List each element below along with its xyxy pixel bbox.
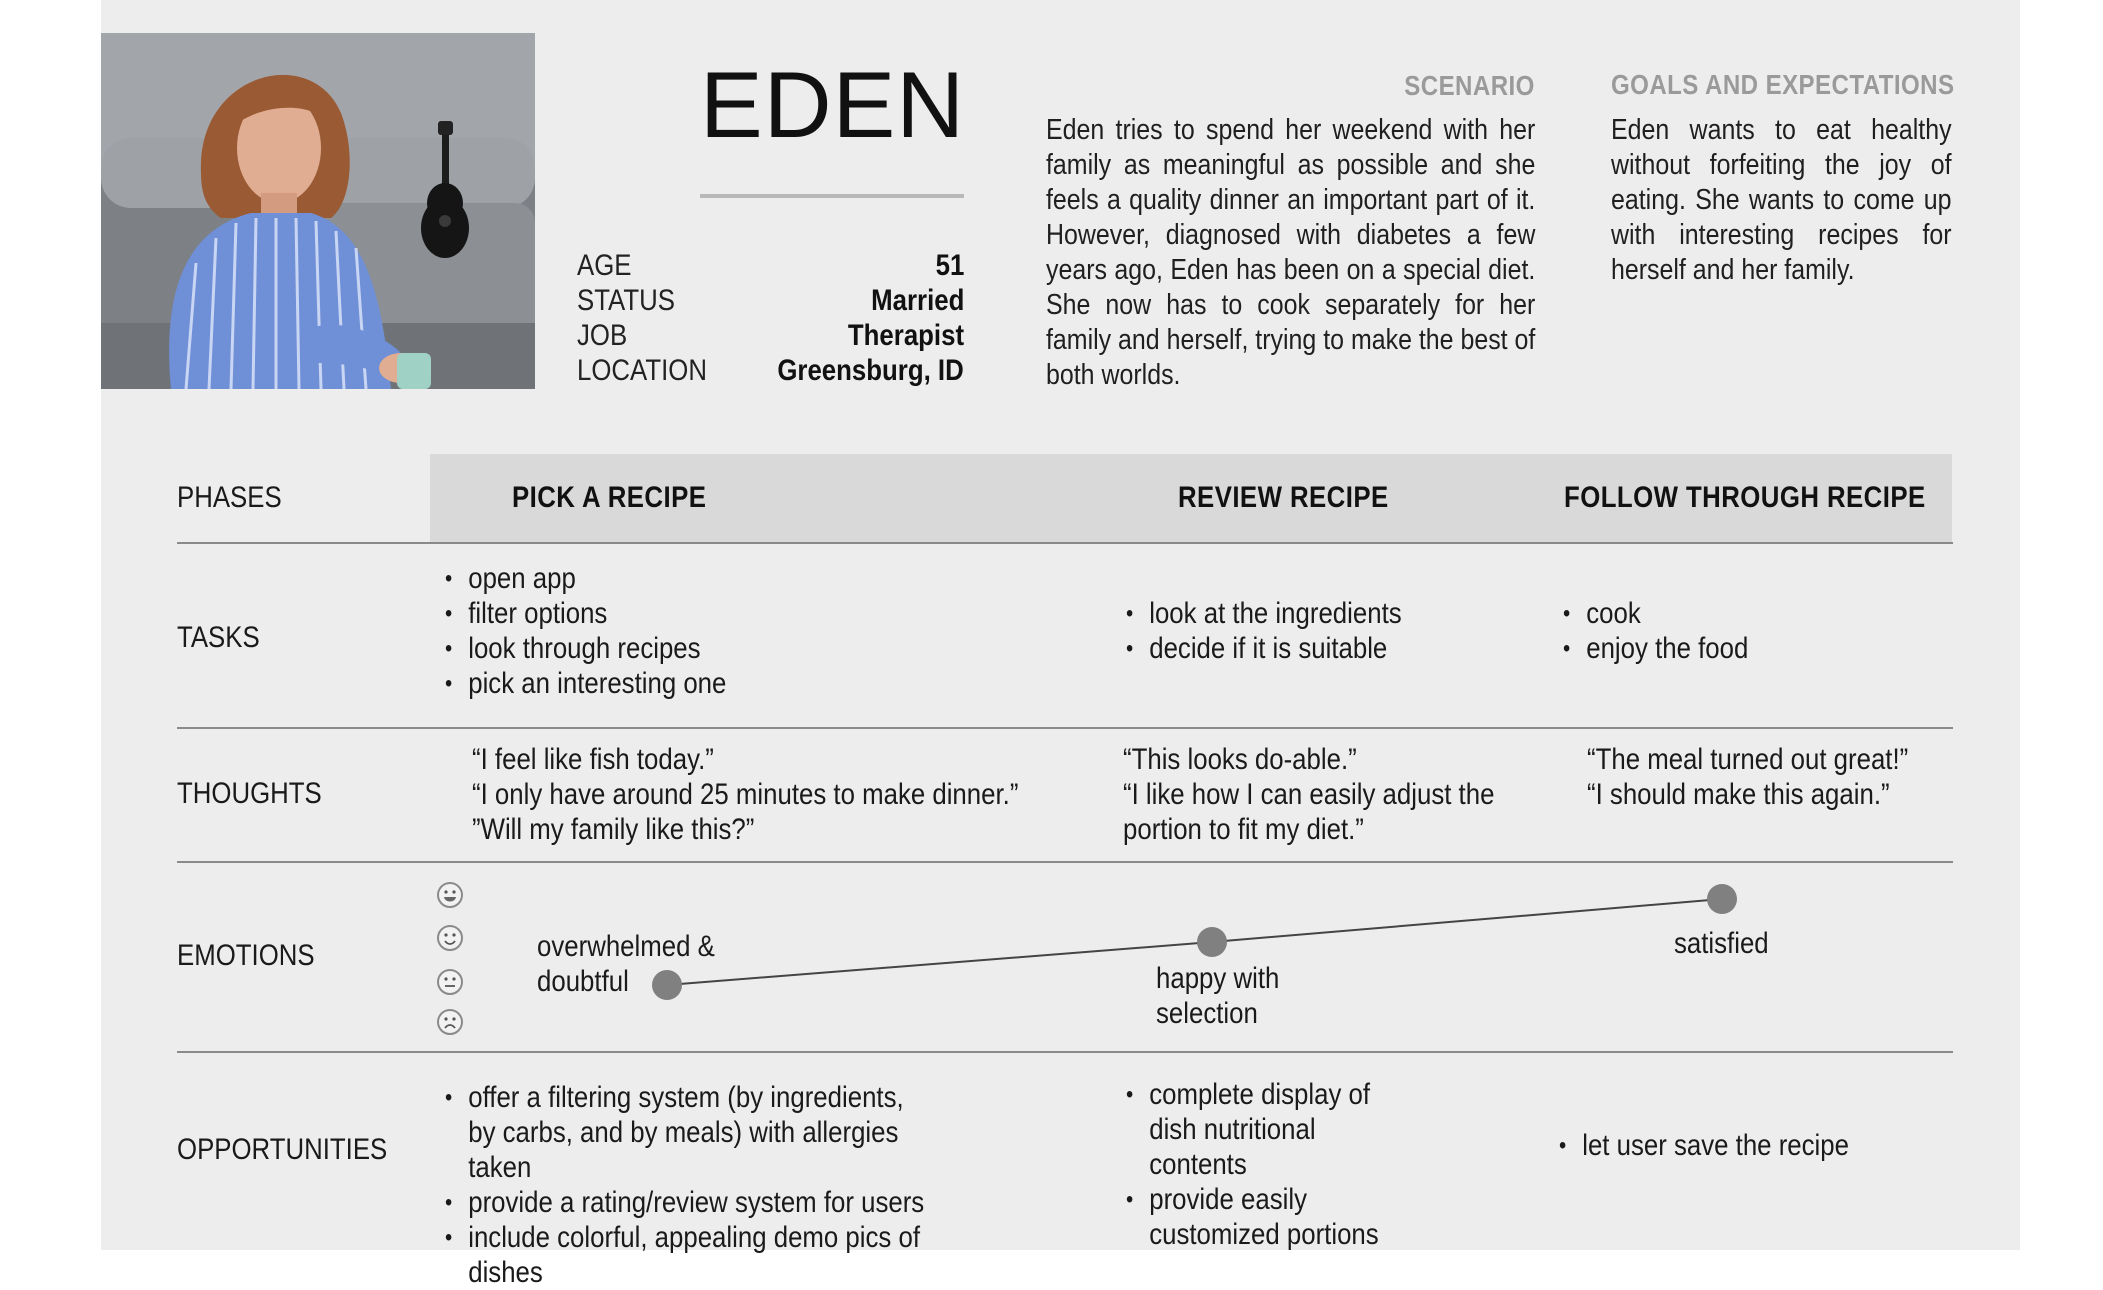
thought-line: ”Will my family like this?” — [472, 813, 755, 846]
list-item: • enjoy the food — [1563, 631, 1748, 666]
list-item: • cook — [1563, 596, 1748, 631]
divider-emotions — [177, 1051, 1953, 1053]
thought-line: “This looks do-able.” — [1123, 743, 1357, 776]
goals-heading: GOALS AND EXPECTATIONS — [1611, 69, 1955, 100]
emotion-label-line: satisfied — [1674, 927, 1769, 960]
age-label: AGE — [577, 249, 632, 282]
phase-title-review: REVIEW RECIPE — [1178, 481, 1389, 514]
name-underline — [700, 194, 964, 198]
location-label: LOCATION — [577, 354, 707, 387]
thought-line: “I only have around 25 minutes to make dinner.” — [472, 778, 1019, 811]
goals-text — [1611, 113, 1951, 288]
job-label: JOB — [577, 319, 628, 352]
row-label-tasks: TASKS — [177, 621, 260, 654]
list-item: • let user save the recipe — [1559, 1128, 1849, 1163]
list-item: • look at the ingredients — [1126, 596, 1402, 631]
scenario-heading: SCENARIO — [1404, 70, 1535, 101]
list-item: • pick an interesting one — [445, 666, 726, 701]
row-label-thoughts: THOUGHTS — [177, 777, 322, 810]
thoughts-review — [1123, 742, 1494, 847]
list-item: • provide a rating/review system for users — [445, 1185, 927, 1220]
thought-line: “The meal turned out great!” — [1587, 743, 1909, 776]
status-value: Married — [870, 284, 964, 317]
opportunities-pick — [445, 1080, 927, 1290]
thought-line: “I feel like fish today.” — [472, 743, 714, 776]
persona-name: EDEN — [700, 52, 966, 157]
opportunities-follow — [1559, 1128, 1849, 1163]
list-item: • offer a filtering system (by ingredients, by carbs, and by meals) with allergies taken — [445, 1080, 927, 1185]
scenario-text-body: Eden tries to spend her weekend with her family as meaningful as possible and she feels a quality dinner an important part of it. However, diagnosed with diabetes a few years ago, Eden has been on a special diet. She now has to cook separately for her family and herself, trying to make the best of both worlds. — [1046, 114, 1536, 391]
emotion-label-line: happy with — [1156, 962, 1280, 995]
emotion-label-line: overwhelmed & — [537, 930, 715, 963]
status-label: STATUS — [577, 284, 675, 317]
thoughts-pick — [472, 742, 1018, 847]
scenario-text — [1046, 113, 1535, 393]
thoughts-follow — [1587, 742, 1908, 812]
list-item: • look through recipes — [445, 631, 726, 666]
row-label-emotions: EMOTIONS — [177, 939, 315, 972]
list-item: • complete display of dish nutritional contents — [1126, 1077, 1410, 1182]
list-item: • provide easily customized portions — [1126, 1182, 1410, 1252]
emotion-label-review — [1156, 961, 1279, 1031]
divider-phases — [177, 542, 1953, 544]
divider-tasks — [177, 727, 1953, 729]
list-item: • include colorful, appealing demo pics of dishes — [445, 1220, 927, 1290]
list-item: • open app — [445, 561, 726, 596]
divider-thoughts — [177, 861, 1953, 863]
opportunities-review — [1126, 1077, 1410, 1252]
thought-line: “I like how I can easily adjust the — [1123, 778, 1495, 811]
row-label-opportunities: OPPORTUNITIES — [177, 1133, 388, 1166]
thought-line: portion to fit my diet.” — [1123, 813, 1364, 846]
age-value: 51 — [935, 249, 964, 282]
row-label-phases: PHASES — [177, 481, 282, 514]
thought-line: “I should make this again.” — [1587, 778, 1890, 811]
emotion-label-line: doubtful — [537, 965, 629, 998]
tasks-review — [1126, 596, 1402, 666]
list-item: • filter options — [445, 596, 726, 631]
emotion-label-line: selection — [1156, 997, 1258, 1030]
tasks-pick — [445, 561, 726, 701]
goals-text-body: Eden wants to eat healthy without forfeiting the joy of eating. She wants to come up with interesting recipes for herself and her family. — [1611, 114, 1952, 286]
emotion-label-pick — [537, 929, 715, 999]
tasks-follow — [1563, 596, 1748, 666]
location-value: Greensburg, ID — [777, 354, 964, 387]
phase-title-pick: PICK A RECIPE — [512, 481, 707, 514]
job-value: Therapist — [847, 319, 964, 352]
list-item: • decide if it is suitable — [1126, 631, 1402, 666]
persona-photo — [101, 33, 535, 389]
phase-title-follow: FOLLOW THROUGH RECIPE — [1564, 481, 1926, 514]
emotion-label-follow — [1674, 926, 1769, 961]
